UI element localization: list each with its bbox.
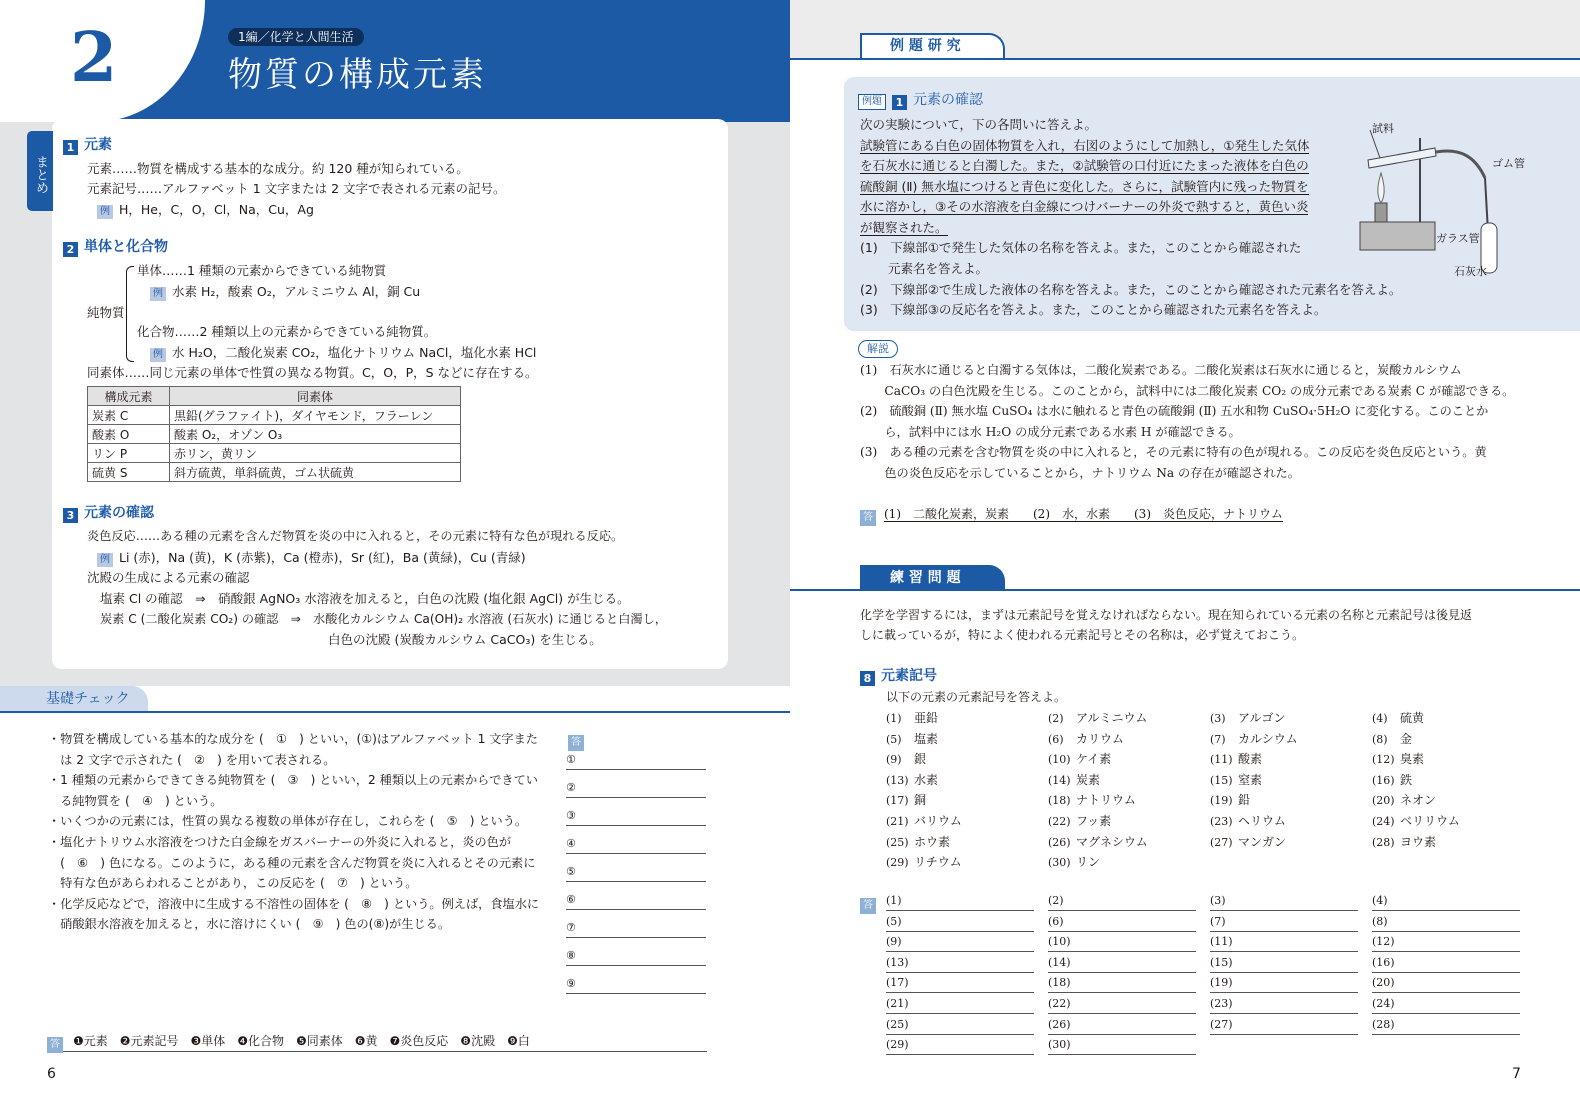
kagobutsu-example-text: 水 H₂O，二酸化炭素 CO₂，塩化ナトリウム NaCl，塩化水素 HCl [172,345,537,360]
example-title: 元素の確認 [913,92,983,108]
element-name: 水素 [914,772,939,787]
element-name: アルゴン [1238,711,1286,725]
answer-blank: ③ [566,808,706,826]
example-answers: (1) 二酸化炭素，炭素 (2) 水，水素 (3) 炎色反応，ナトリウム [884,507,1283,521]
element-name: カリウム [1076,731,1124,746]
section-1-title: 元素 [84,137,112,153]
answer-blank: (16) [1372,955,1520,973]
question-1a: (1) 下線部①で発生した気体の名称を答えよ。また，このことから確認された [860,240,1302,255]
element-name: ケイ素 [1076,752,1112,767]
question-2: (2) 下線部②で生成した液体の名称を答えよ。また，このことから確認された元素名を答えよ。 [860,282,1402,297]
section-3-title: 元素の確認 [84,505,154,521]
flame [1378,173,1384,203]
part-label: 1編／化学と人間生活 [228,28,364,46]
pure-substance-label: 純物質 [87,305,125,320]
element-number: (26) [1048,835,1071,849]
problem-8-number: 8 [860,671,875,686]
s3-line-2 [97,549,526,566]
s3-line-3: 沈殿の生成による元素の確認 [87,570,250,585]
element-number: (6) [1048,732,1064,746]
tantai-example-text: 水素 H₂，酸素 O₂，アルミニウム Al，銅 Cu [172,284,421,299]
right-page [790,0,1580,1095]
example-number: 1 [892,95,907,110]
answer-blank: (17) [886,975,1034,993]
answer-blank: (20) [1372,975,1520,993]
kaisetsu-line: 色の炎色反応を示していることから，ナトリウム Na の存在が確認された。 [860,466,1300,480]
element-name: ヘリウム [1238,814,1286,828]
table-cell: 赤リン，黄リン [170,444,461,463]
answer-blank: (28) [1372,1017,1520,1035]
fig-label-glass-tube: ガラス管 [1436,232,1480,245]
s3-line-4: 塩素 Cl の確認 ⇒ 硝酸銀 AgNO₃ 水溶液を加えると，白色の沈殿 (塩化銀 AgCl) が生じる。 [100,591,630,606]
element-name: ホウ素 [914,834,951,849]
example-badge: 例 [150,287,166,301]
element-number: (17) [886,794,909,808]
section-1-number: 1 [63,140,78,155]
table-cell: 炭素 C [88,406,170,425]
s3-line-5: 炭素 C (二酸化炭素 CO₂) の確認 ⇒ 水酸化カルシウム Ca(OH)₂ 水溶液 (石灰水) に通じると白濁し， [100,612,667,626]
kaisetsu-line: (3) ある種の元素を含む物質を炎の中に入れると，その元素に特有の色が現れる。この反応を炎色反応という。黄 [860,445,1487,460]
tantai-line: 単体……1 種類の元素からできている純物質 [137,263,387,278]
table-cell: 酸素 O₂，オゾン O₃ [170,425,461,444]
element-number: (29) [886,856,909,870]
kiso-line: 硝酸銀水溶液を加えると，水に溶けにくい ( ⑨ ) 色の(⑧)が生じる。 [48,917,451,932]
kiso-line: ・塩化ナトリウム水溶液をつけた白金線をガスバーナーの外炎に入れると，炎の色が [48,835,512,849]
test-tube [1368,148,1436,168]
element-number: (1) [886,712,902,725]
reidai-title: 例 題 研 究 [890,38,961,54]
intro-line-1: 化学を学習するには，まずは元素記号を覚えなければならない。現在知られている元素の名称と元素記号は後見返 [860,608,1473,622]
element-name: 炭素 [1076,772,1101,787]
element-number: (21) [886,815,909,828]
element-number: (2) [1048,712,1064,725]
example-line: が観察された。 [860,220,948,235]
kiso-answers-row [47,1032,707,1052]
example-answer-row [860,506,1283,523]
element-name: ベリリウム [1400,814,1460,828]
answer-blank: (26) [1048,1017,1196,1035]
page-number-left: 6 [47,1066,56,1082]
answer-blank: (25) [886,1017,1034,1035]
kiso-line: ・いくつかの元素には，性質の異なる複数の単体が存在し，これらを ( ⑤ ) という。 [48,814,528,829]
section-2-number: 2 [63,242,78,257]
element-name: 銀 [914,752,927,767]
example-badge: 例 [150,348,166,362]
matome-tab [27,131,53,211]
answer-blank: ⑦ [566,920,706,938]
kagobutsu-line: 化合物……2 種類以上の元素からできている純物質。 [137,324,437,339]
intro-line-2: しに載っているが，特によく使われる元素記号とその名称は，必ず覚えておこう。 [860,628,1305,642]
element-number: (16) [1372,773,1395,787]
element-name: ヨウ素 [1400,834,1437,849]
answer-badge: 答 [860,510,876,526]
table-row [88,406,461,425]
element-name: バリウム [914,814,962,828]
answer-blank: (5) [886,914,1034,932]
brace [126,266,134,362]
section-3-number: 3 [63,508,78,523]
kaisetsu-badge: 解説 [858,340,898,358]
element-name: アルミニウム [1076,711,1148,725]
problem-8-title: 元素記号 [881,668,937,684]
element-name: 鉛 [1238,793,1251,808]
problem-8-lead: 以下の元素の元素記号を答えよ。 [886,690,1067,704]
p8-answer-badge [860,894,876,914]
fig-label-limewater: 石灰水 [1454,265,1487,278]
example-line: 試験管にある白色の固体物質を入れ，右図のようにして加熱し，①発生した気体 [860,137,1310,153]
answer-blank: ⑨ [566,976,706,994]
element-number: (15) [1210,773,1233,787]
element-name: 酸素 [1238,752,1263,767]
element-number: (14) [1048,773,1071,787]
kaisetsu-line: (1) 石灰水に通じると白濁する気体は，二酸化炭素である。二酸化炭素は石灰水に通じると，炭酸カルシウム [860,363,1462,377]
element-number: (24) [1372,815,1395,828]
example-line: 次の実験について，下の各問いに答えよ。 [860,117,1098,132]
element-number: (5) [886,732,902,746]
answer-blank: (4) [1372,893,1520,911]
answer-blank: ④ [566,836,706,854]
kiso-line: ・化学反応などで，溶液中に生成する不溶性の固体を ( ⑧ ) という。例えば，食塩水に [48,896,540,911]
element-number: (4) [1372,712,1388,725]
element-name: カルシウム [1238,731,1298,746]
table-cell: 硫黄 S [88,463,170,482]
element-name: 硫黄 [1400,711,1425,725]
answer-badge: 答 [47,1037,63,1053]
answer-blank: (18) [1048,975,1196,993]
element-number: (3) [1210,712,1226,725]
stand-base [1360,222,1435,250]
answer-blank: (3) [1210,893,1358,911]
answer-blank: (2) [1048,893,1196,911]
kaisetsu-line: (2) 硫酸銅 (Ⅱ) 無水塩 CuSO₄ は水に触れると青色の硫酸銅 (Ⅱ) 五水和物 CuSO₄·5H₂O に変化する。このことか [860,404,1489,419]
section-2-heading [63,239,168,256]
element-name: 窒素 [1238,772,1263,787]
s1-example: H，He，C，O，Cl，Na，Cu，Ag [119,202,314,217]
kiso-rule [0,711,790,713]
table-row [88,463,461,482]
kiso-line: ( ⑥ ) 色になる。このように，ある種の元素を含んだ物質を炎に入れるとその元素に [48,855,536,870]
element-name: ネオン [1400,793,1437,808]
problem-8-heading [860,668,937,685]
element-number: (18) [1048,794,1071,808]
kaisetsu-line: CaCO₃ の白色沈殿を生じる。このことから，試料中には二酸化炭素 CO₂ の成分元素である炭素 C が確認できる。 [860,383,1515,398]
s3-line-6: 白色の沈殿 (炭酸カルシウム CaCO₃) を生じる。 [328,632,602,647]
flame-colors: Li (赤)，Na (黄)，K (赤紫)，Ca (橙赤)，Sr (紅)，Ba (黄緑)，Cu (青緑) [119,550,526,565]
example-line: 水に溶かし，③その水溶液を白金線につけバーナーの外炎で熱すると，黄色い炎 [860,199,1309,215]
element-name: 銅 [914,793,927,808]
element-number: (25) [886,835,909,849]
matome-label: まとめ [33,154,48,194]
element-number: (23) [1210,815,1233,828]
answer-badge: 答 [568,735,584,751]
element-name: 鉄 [1400,772,1413,787]
answer-blank: ⑤ [566,864,706,882]
apparatus-figure [1350,118,1530,278]
example-badge: 例 [97,205,113,219]
kiso-line: は 2 文字で示された ( ② ) を用いて表される。 [48,752,336,767]
table-header: 同素体 [170,387,461,406]
section-2-title: 単体と化合物 [84,239,168,255]
answer-blank: (12) [1372,934,1520,952]
element-name: 金 [1400,731,1413,746]
table-row [88,444,461,463]
element-name: マグネシウム [1076,834,1148,849]
element-name: リン [1076,855,1101,870]
table-cell: リン P [88,444,170,463]
dousotai-line: 同素体……同じ元素の単体で性質の異なる物質。C，O，P，S などに存在する。 [87,365,538,380]
section-1-heading [63,137,112,154]
answer-blank: ② [566,780,706,798]
answer-blank: (24) [1372,996,1520,1014]
s1-line-1: 元素……物質を構成する基本的な成分。約 120 種が知られている。 [87,161,469,176]
question-1b: 元素名を答えよ。 [888,261,989,276]
element-name: マンガン [1238,834,1287,849]
kiso-line: ・物質を構成している基本的な成分を ( ① ) といい，(①)はアルファベット 1 文字また [48,732,538,746]
tantai-example [150,283,420,300]
element-number: (8) [1372,732,1388,746]
element-number: (13) [886,773,909,787]
element-number: (12) [1372,753,1395,767]
table-cell: 酸素 O [88,425,170,444]
answer-blank: (22) [1048,996,1196,1014]
s3-line-1: 炎色反応……ある種の元素を含んだ物質を炎の中に入れると，その元素に特有な色が現れる反応。 [87,529,624,543]
table-row [88,425,461,444]
burner [1375,203,1387,222]
fig-label-rubber-tube: ゴム管 [1492,157,1525,170]
element-name: リチウム [914,855,962,870]
reidai-rule [790,58,1580,60]
table-header: 構成元素 [88,387,170,406]
example-line: 硫酸銅 (Ⅱ) 無水塩につけると青色に変化した。さらに，試験管内に残った物質を [860,178,1309,194]
answer-blank: (7) [1210,914,1358,932]
answer-blank: (6) [1048,914,1196,932]
s1-line-2: 元素記号……アルファベット 1 文字または 2 文字で表される元素の記号。 [87,181,506,196]
answer-blank: (27) [1210,1017,1358,1035]
element-number: (19) [1210,794,1233,808]
answer-blank: (23) [1210,996,1358,1014]
allotrope-table [87,386,461,482]
element-number: (7) [1210,732,1226,746]
table-cell: 黒鉛(グラファイト)，ダイヤモンド，フラーレン [170,406,461,425]
kiso-answer-badge [568,731,584,751]
kiso-line: る純物質を ( ④ ) という。 [48,793,223,808]
answer-blank: (19) [1210,975,1358,993]
answer-blank: ⑥ [566,892,706,910]
element-name: フッ素 [1076,814,1112,828]
answer-blank: (1) [886,893,1034,911]
answer-blank: (11) [1210,934,1358,952]
kagobutsu-example [150,344,536,361]
answer-blank: (29) [886,1037,1034,1055]
element-number: (11) [1210,753,1233,767]
kaisetsu-line: ら，試料中には水 H₂O の成分元素である水素 H が確認できる。 [860,424,1241,439]
answer-blank: (15) [1210,955,1358,973]
element-name: 亜鉛 [914,711,939,725]
element-number: (22) [1048,815,1071,828]
element-number: (10) [1048,753,1071,767]
renshu-rule [790,589,1580,591]
kiso-line: 特有な色があらわれることがあり，この反応を ( ⑦ ) という。 [48,876,418,891]
section-3-heading [63,505,154,522]
example-badge: 例 [97,553,113,567]
answer-blank: (8) [1372,914,1520,932]
answer-blank: (30) [1048,1037,1196,1055]
element-number: (30) [1048,856,1071,870]
answer-blank: ⑧ [566,948,706,966]
kiso-line: ・1 種類の元素からできてきる純物質を ( ③ ) といい，2 種類以上の元素からできてい [48,773,538,788]
rubber-tube [1436,151,1485,178]
answer-blank: ① [566,752,706,770]
example-line: を石灰水に通じると白濁した。また，②試験管の口付近にたまった液体を白色の [860,158,1309,174]
element-name: 塩素 [914,731,939,746]
element-number: (9) [886,753,902,767]
answer-blank: (10) [1048,934,1196,952]
example-badge: 例題 [858,94,886,110]
answer-blank: (13) [886,955,1034,973]
answer-blank: (21) [886,996,1034,1014]
answer-blank: (9) [886,934,1034,952]
s1-line-3 [97,201,314,218]
renshu-title: 練 習 問 題 [890,570,961,586]
example-heading [858,92,983,109]
chapter-number: 2 [70,18,118,98]
question-3: (3) 下線部③の反応名を答えよ。また，このことから確認された元素名を答えよ。 [860,302,1327,317]
element-name: ナトリウム [1076,793,1136,808]
page-number-right: 7 [1512,1066,1521,1082]
element-number: (27) [1210,835,1233,849]
element-number: (28) [1372,835,1395,849]
kiso-title: 基礎チェック [46,691,130,707]
chapter-title: 物質の構成元素 [228,55,487,95]
fig-label-sample: 試料 [1372,122,1394,135]
element-name: 臭素 [1400,752,1425,767]
answer-blank: (14) [1048,955,1196,973]
answer-badge: 答 [860,898,876,914]
element-number: (20) [1372,794,1395,808]
table-cell: 斜方硫黄，単斜硫黄，ゴム状硫黄 [170,463,461,482]
kiso-answers: ❶元素 ❷元素記号 ❸単体 ❹化合物 ❺同素体 ❻黄 ❼炎色反応 ❽沈殿 ❾白 [73,1034,530,1048]
